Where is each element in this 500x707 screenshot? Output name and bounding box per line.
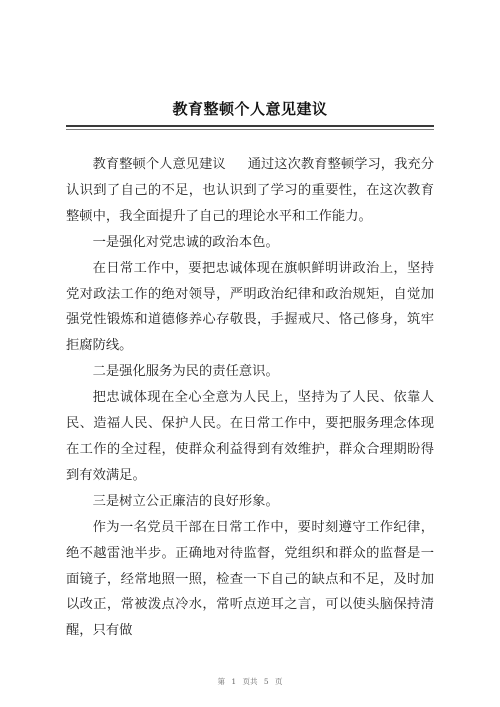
paragraph: 在日常工作中，要把忠诚体现在旗帜鲜明讲政治上，坚持党对政法工作的绝对领导，严明政治纪律和政治规矩，自觉加强党性锻炼和道德修养心存敬畏，手握戒尺、恪己修身，筑牢拒腐防线。	[66, 260, 434, 354]
document-body	[66, 152, 434, 644]
section-heading: 一是强化对党忠诚的政治本色。	[92, 234, 279, 250]
paragraph: 作为一名党员干部在日常工作中，要时刻遵守工作纪律，绝不越雷池半步。正确地对待监督，党组织和群众的监督是一面镜子，经常地照一照，检查一下自己的缺点和不足，及时加以改正，常被泼点冷水，常听点逆耳之言，可以使头脑保持清醒，只有做	[66, 519, 434, 639]
title-divider	[66, 125, 434, 127]
section-heading: 三是树立公正廉洁的良好形象。	[92, 493, 279, 509]
paragraph	[66, 152, 434, 230]
page-footer: 第 1 页共 5 页	[217, 677, 283, 686]
page-title: 教育整顿个人意见建议	[172, 100, 328, 118]
section-heading: 二是强化服务为民的责任意识。	[92, 364, 279, 380]
paragraph-lead: 教育整顿个人意见建议	[92, 157, 226, 172]
paragraph: 把忠诚体现在全心全意为人民上，坚持为了人民、依靠人民、造福人民、保护人民。在日常工作中，要把服务理念体现在工作的全过程，使群众利益得到有效维护，群众合理期盼得到有效满足。	[66, 390, 434, 483]
paragraph-text: 通过这次教育整顿学习，我充分认识到了自己的不足，也认识到了学习的重要性，在这次教育整顿中，我全面提升了自己的理论水平和工作能力。	[66, 157, 435, 224]
title-divider-thin	[66, 129, 434, 130]
